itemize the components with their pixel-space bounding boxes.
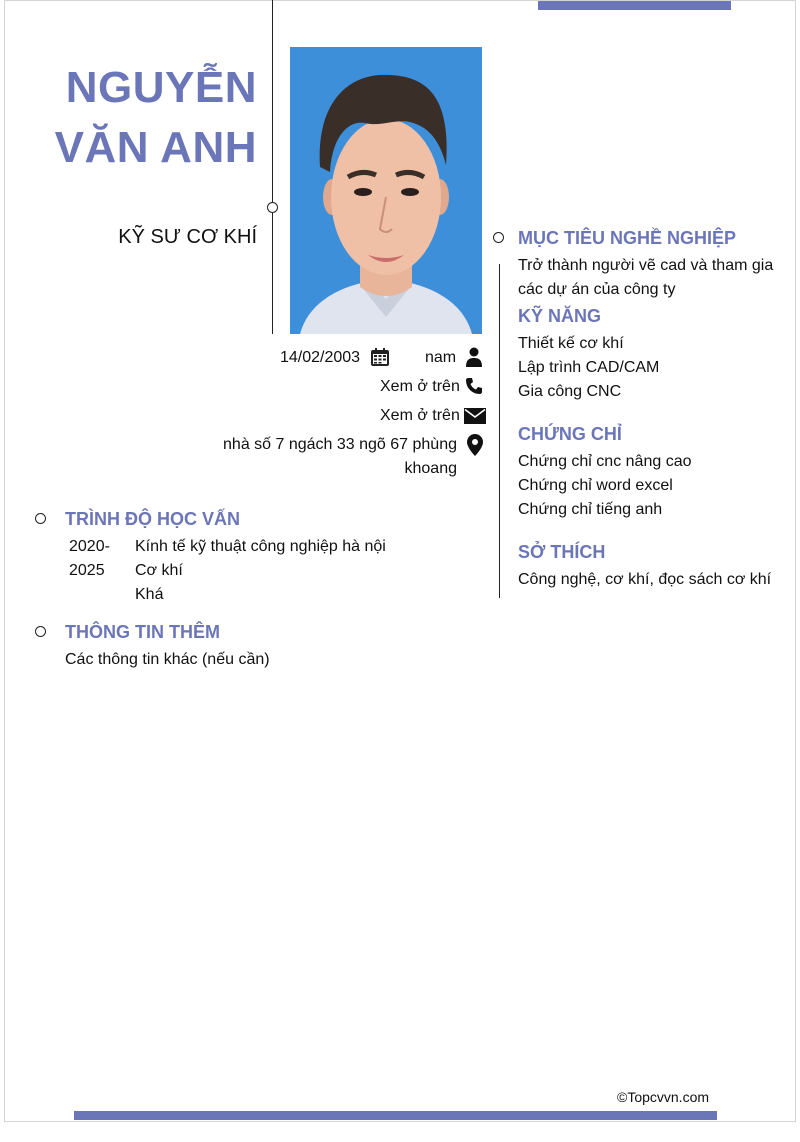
education-major: Cơ khí	[135, 562, 183, 579]
footer-copyright: ©Topcvvn.com	[617, 1089, 710, 1105]
address-line-1: nhà số 7 ngách 33 ngõ 67 phùng	[223, 436, 457, 453]
top-accent-bar	[538, 1, 731, 10]
name-line-1: NGUYỄN	[65, 63, 257, 112]
hobbies-text: Công nghệ, cơ khí, đọc sách cơ khí	[518, 571, 772, 588]
education-years	[69, 535, 110, 583]
skill-item: Thiết kế cơ khí	[518, 335, 624, 352]
objective-line-1: Trở thành người vẽ cad và tham gia	[518, 257, 774, 274]
email-value: Xem ở trên	[380, 407, 460, 424]
education-title: TRÌNH ĐỘ HỌC VẤN	[65, 509, 240, 529]
extra-timeline-dot	[35, 626, 46, 637]
birthday-value: 14/02/2003	[280, 349, 361, 366]
address-line-2: khoang	[404, 460, 457, 477]
gender-value: nam	[425, 349, 457, 366]
name-line-2: VĂN ANH	[54, 123, 257, 172]
certificate-item: Chứng chỉ tiếng anh	[518, 501, 663, 518]
header-divider-line	[272, 0, 273, 334]
certificates-list	[518, 450, 691, 522]
portrait-image	[290, 47, 482, 334]
extra-info-title: THÔNG TIN THÊM	[65, 622, 220, 642]
education-year-start: 2020-	[69, 538, 110, 555]
person-icon	[465, 347, 483, 367]
candidate-name	[55, 58, 257, 178]
education-timeline-dot	[35, 513, 46, 524]
education-details	[135, 535, 386, 607]
address-value	[223, 433, 457, 481]
header-timeline-dot	[267, 202, 278, 213]
right-timeline-line	[499, 264, 500, 598]
objective-text	[518, 254, 773, 302]
skills-list	[518, 332, 659, 404]
hobbies-title: SỞ THÍCH	[518, 542, 606, 562]
skill-item: Lập trình CAD/CAM	[518, 359, 660, 376]
envelope-icon	[464, 408, 486, 424]
phone-icon	[465, 377, 483, 395]
certificates-title: CHỨNG CHỈ	[518, 424, 622, 444]
profile-photo	[290, 47, 482, 334]
objective-line-2: các dự án của công ty	[518, 281, 676, 298]
job-title: KỸ SƯ CƠ KHÍ	[118, 226, 257, 248]
skills-title: KỸ NĂNG	[518, 306, 602, 326]
phone-value: Xem ở trên	[380, 378, 460, 395]
certificate-item: Chứng chỉ word excel	[518, 477, 673, 494]
calendar-icon	[370, 347, 390, 367]
education-grade: Khá	[135, 586, 164, 603]
objective-timeline-dot	[493, 232, 504, 243]
bottom-accent-bar	[74, 1111, 717, 1120]
education-school: Kính tế kỹ thuật công nghiệp hà nội	[135, 538, 386, 555]
objective-title: MỤC TIÊU NGHỀ NGHIỆP	[518, 228, 737, 248]
certificate-item: Chứng chỉ cnc nâng cao	[518, 453, 692, 470]
location-pin-icon	[467, 434, 483, 456]
education-year-end: 2025	[69, 562, 105, 579]
skill-item: Gia công CNC	[518, 383, 622, 400]
extra-info-text: Các thông tin khác (nếu cần)	[65, 651, 270, 668]
